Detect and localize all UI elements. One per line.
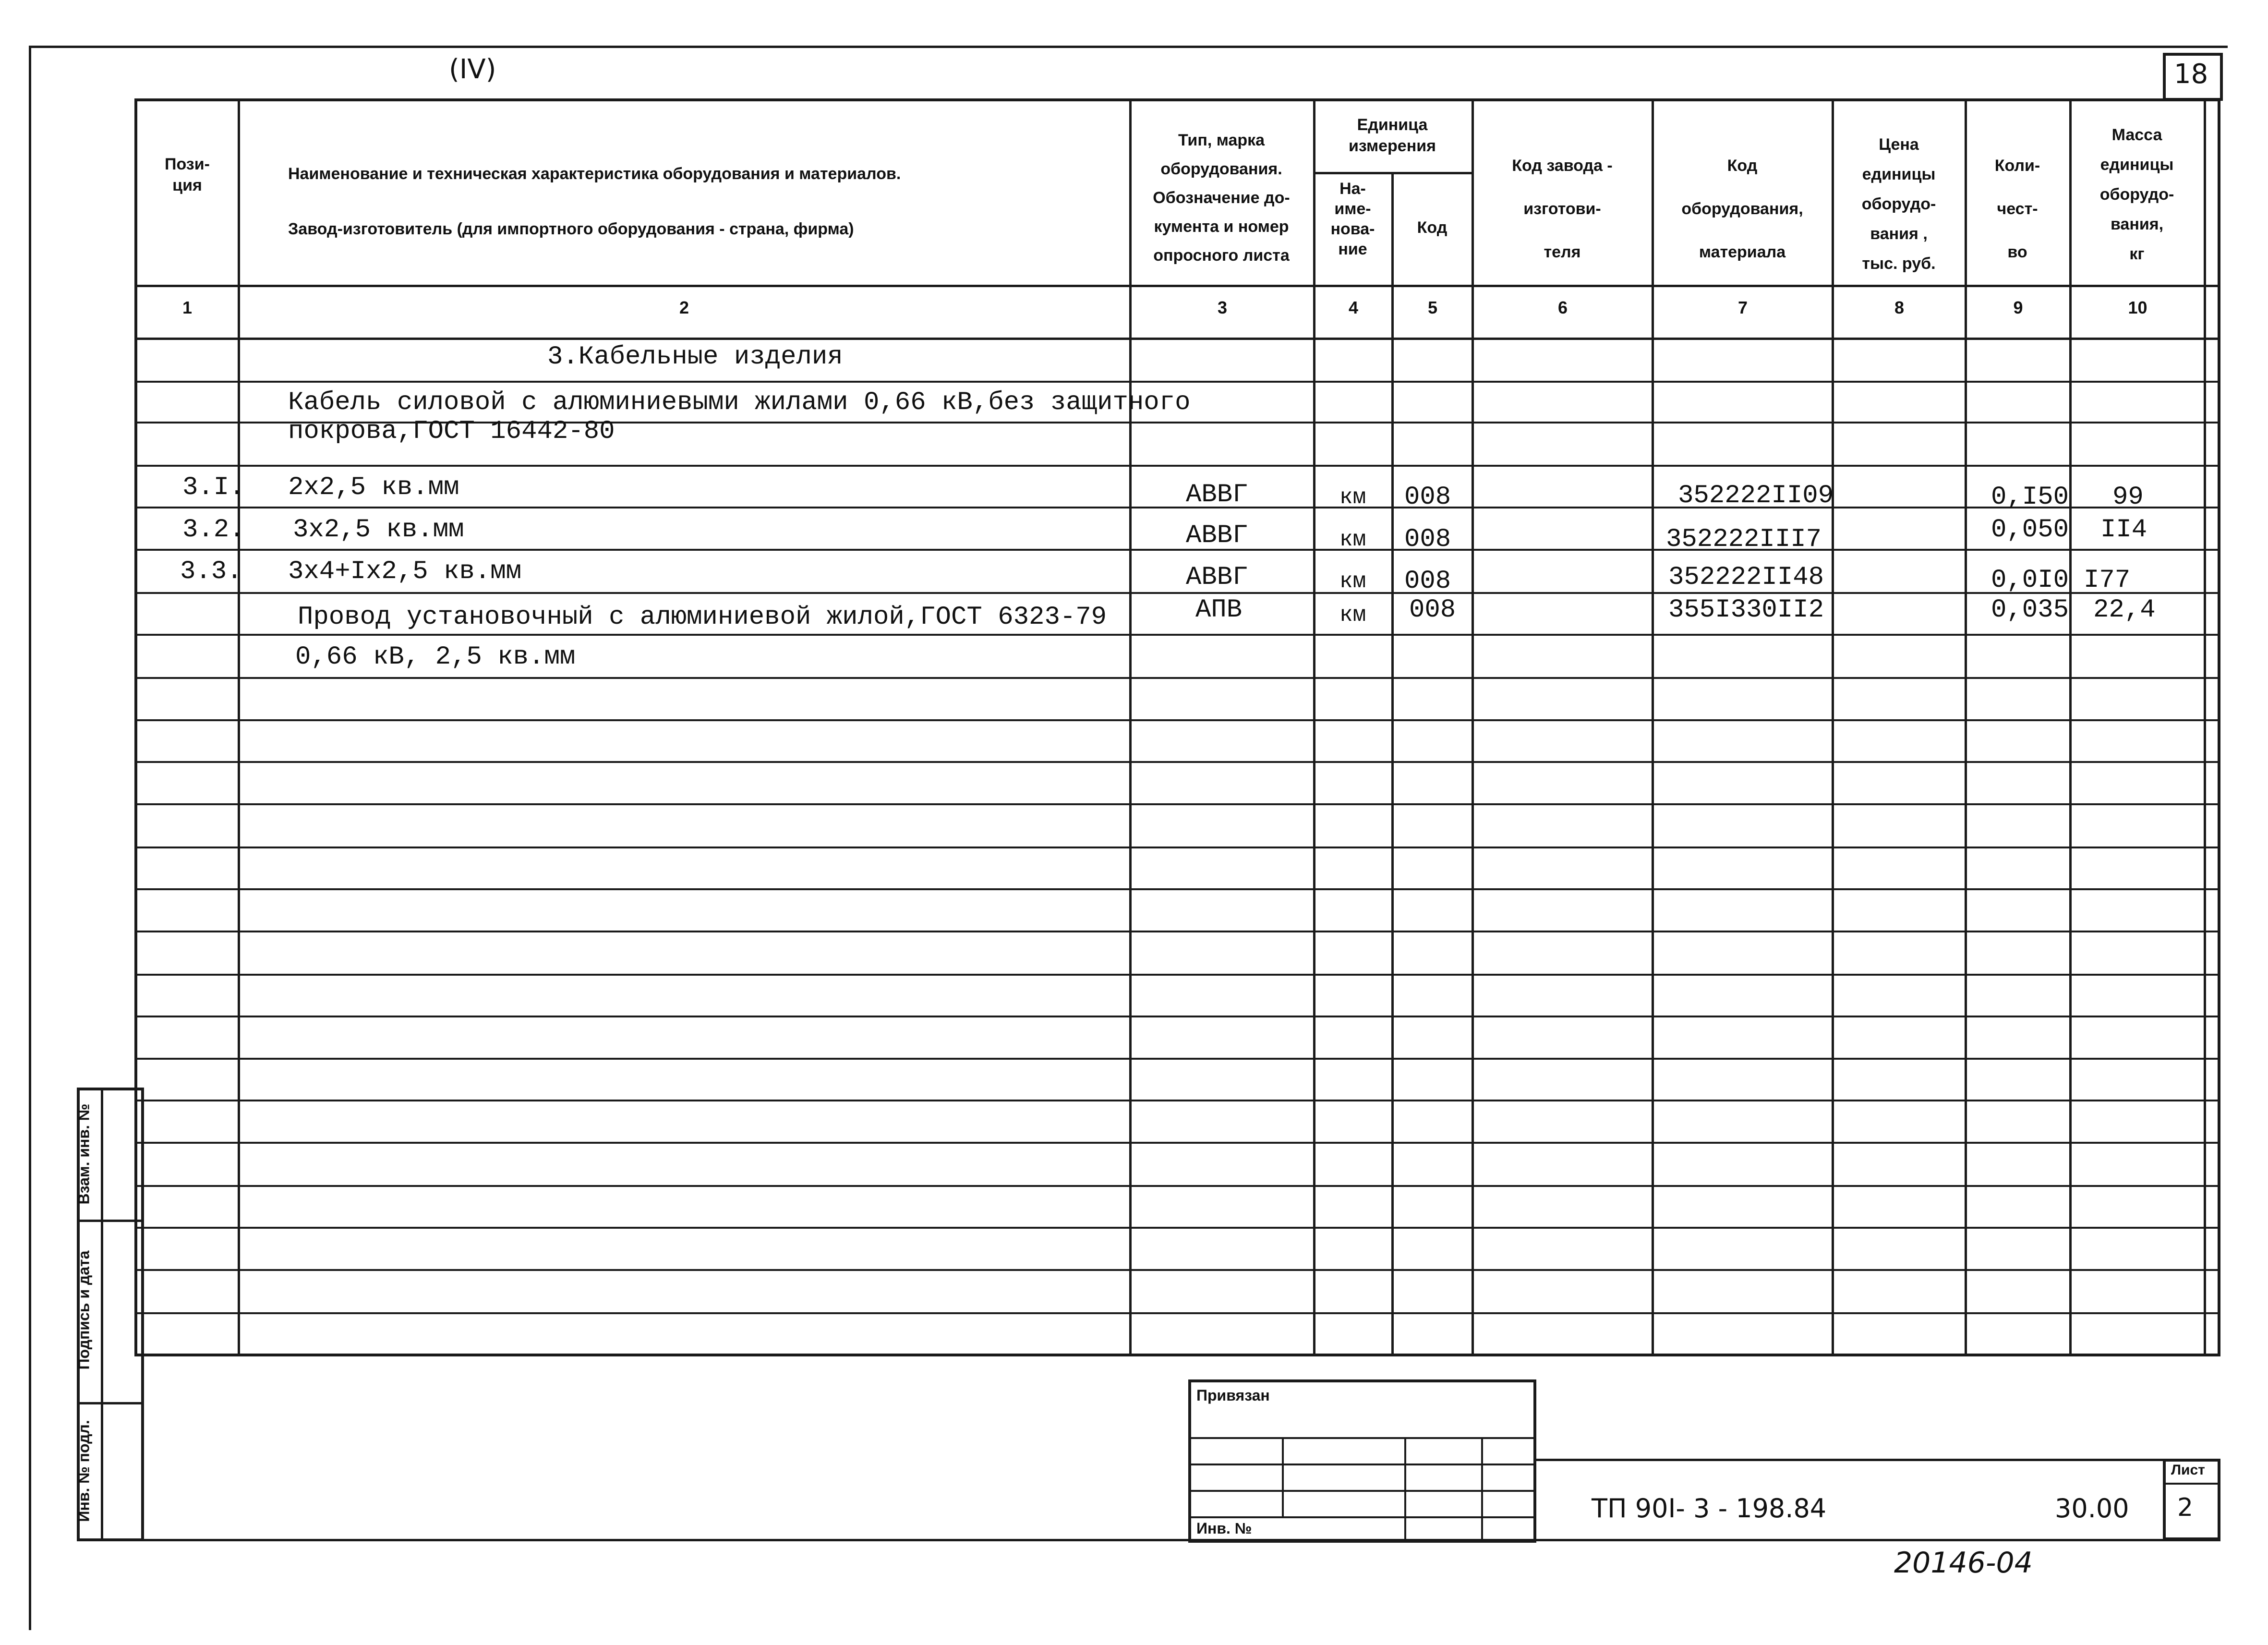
row-line [134,847,2220,848]
table-row-mass: II4 [2100,515,2147,544]
colnum-2: 2 [679,298,689,317]
row-line [134,634,2220,636]
linked-box-col [1282,1437,1284,1516]
col-line-9 [2069,98,2072,1356]
row-line [134,1312,2220,1314]
linked-box-line [1188,1437,1536,1439]
header-price: Цена единицы оборудо- вания , тыс. руб. [1861,135,1936,273]
table-row-qty: 0,I50 [1991,483,2069,512]
linked-box-line [1188,1516,1536,1518]
table-row-qty: 0,050 [1991,515,2069,544]
row-line [134,507,2220,508]
table-row-unit-code: 008 [1409,595,1456,625]
table-row-type: АПВ [1195,595,1243,625]
sheet-number: 2 [2177,1493,2194,1522]
colnum-8: 8 [1894,298,1905,317]
bottom-note: 20146-04 [1894,1546,2033,1580]
inv-label: Инв. № [1196,1520,1252,1537]
table-row-unit-code: 008 [1404,525,1451,554]
row-line [134,931,2220,932]
stamp-baseline [144,1539,2220,1541]
table-row-unit: км [1339,485,1366,510]
description-line-2: покрова,ГОСТ 16442-80 [288,417,615,446]
linked-box-line [1188,1464,1536,1465]
colnum-5: 5 [1427,298,1438,317]
table-row-code: 352222II48 [1668,563,1824,592]
colnum-10: 10 [2128,298,2147,317]
col-line-8 [1965,98,1967,1356]
col-line-7 [1832,98,1834,1356]
linked-box-col [1481,1437,1483,1543]
row-line [134,1227,2220,1229]
header-position: Пози- ция [165,155,210,194]
header-bottom-line [134,285,2220,287]
row-line [134,803,2220,805]
table-row-qty: 0,035 [1991,595,2069,625]
table-row-pos: 3.3. [180,557,242,586]
table-row-type: АВВГ [1186,563,1248,592]
colnum-9: 9 [2013,298,2023,317]
row-line [134,549,2220,551]
col-line-2 [1129,98,1132,1356]
table-row-code: 355I330II2 [1668,595,1824,625]
col-line-5 [1472,98,1474,1356]
spec-table-frame [134,98,2220,1356]
table-row-mass: 99 [2112,483,2144,512]
row-line [134,465,2220,467]
row-line [134,1185,2220,1187]
table-row-unit: км [1339,527,1366,552]
section-title: 3.Кабельные изделия [547,342,843,372]
table-row-pos: 3.I. [182,473,245,502]
description-line-1: Кабель силовой с алюминиевыми жилами 0,66 кВ,без защитного [288,388,1191,417]
outer-left-line [29,46,31,1630]
unit-group-divider [1313,172,1472,174]
header-name: Наименование и техническая характеристика оборудования и материалов. Завод-изготовитель (для импортного оборудования - страна, фирма) [288,165,901,238]
row-line [134,1269,2220,1271]
sheet-box-divider [2163,1483,2220,1485]
table-row-unit: км [1339,569,1366,594]
table-row-name: Провод установочный с алюминиевой жилой,ГОСТ 6323-79 [298,603,1107,632]
col-line-6 [1652,98,1654,1356]
linked-label: Привязан [1196,1387,1270,1404]
row-line [134,1142,2220,1144]
colnum-6: 6 [1557,298,1568,317]
col-line-3 [1313,98,1315,1356]
colnum-3: 3 [1217,298,1228,317]
row-line [134,761,2220,763]
col-line-1 [238,98,240,1356]
col-line-4 [1391,173,1394,1356]
table-row-mass: I77 [2084,566,2131,595]
doc-suffix: 30.00 [2055,1493,2129,1524]
row-line [134,381,2220,383]
colnum-bottom-line [134,338,2220,340]
colnum-4: 4 [1348,298,1359,317]
table-row-name: 2х2,5 кв.мм [288,473,459,502]
header-factory-code: Код завода - изготови- теля [1512,157,1613,261]
side-label-replaced-inv: Взам. инв. № [75,1103,93,1205]
header-equipment-code: Код оборудования, материала [1681,157,1803,261]
linked-box-col [1404,1437,1406,1543]
table-row-unit: км [1339,603,1366,628]
table-row-name: 3х2,5 кв.мм [293,515,464,544]
side-label-signature-date: Подпись и дата [75,1250,93,1370]
page-number: 18 [2174,59,2208,90]
table-row-unit-code: 008 [1404,483,1451,512]
row-line [134,677,2220,679]
header-type: Тип, марка оборудования. Обозначение до- кумента и номер опросного листа [1153,131,1290,265]
table-row-type: АВВГ [1186,521,1248,550]
outer-top-line [29,46,2228,48]
colnum-7: 7 [1737,298,1748,317]
header-mass: Масса единицы оборудо- вания, кг [2099,126,2174,263]
row-line [134,1016,2220,1017]
side-label-inv-original: Инв. № подл. [75,1420,93,1522]
linked-box-line [1188,1490,1536,1492]
doc-code: ТП 90I- 3 - 198.84 [1592,1493,1827,1524]
extra-spec-line: 0,66 кВ, 2,5 кв.мм [295,642,576,672]
row-line [134,888,2220,890]
table-row-code: 352222II09 [1678,481,1834,510]
row-line [134,719,2220,721]
table-row-name: 3х4+Iх2,5 кв.мм [288,557,522,586]
corner-label: (IV) [449,54,496,85]
table-row-type: АВВГ [1186,480,1248,509]
table-row-pos: 3.2. [182,515,245,544]
header-unit-group: Единица измерения [1349,116,1436,155]
table-row-unit-code: 008 [1404,567,1451,596]
row-line [134,592,2220,594]
table-row-qty: 0,0I0 [1991,566,2069,595]
row-line [134,1100,2220,1101]
colnum-1: 1 [182,298,193,317]
side-strip-inner [101,1088,103,1541]
col-line-10 [2204,98,2206,1356]
table-row-mass: 22,4 [2093,595,2156,625]
sheet-label: Лист [2171,1462,2205,1478]
row-line [134,1058,2220,1060]
header-unit-code: Код [1417,218,1448,237]
row-line [134,974,2220,976]
header-unit-name: На- име- нова- ние [1330,180,1375,258]
table-row-code: 352222III7 [1666,525,1822,554]
header-quantity: Коли- чест- во [1994,157,2040,261]
title-block-top [1536,1459,2220,1461]
